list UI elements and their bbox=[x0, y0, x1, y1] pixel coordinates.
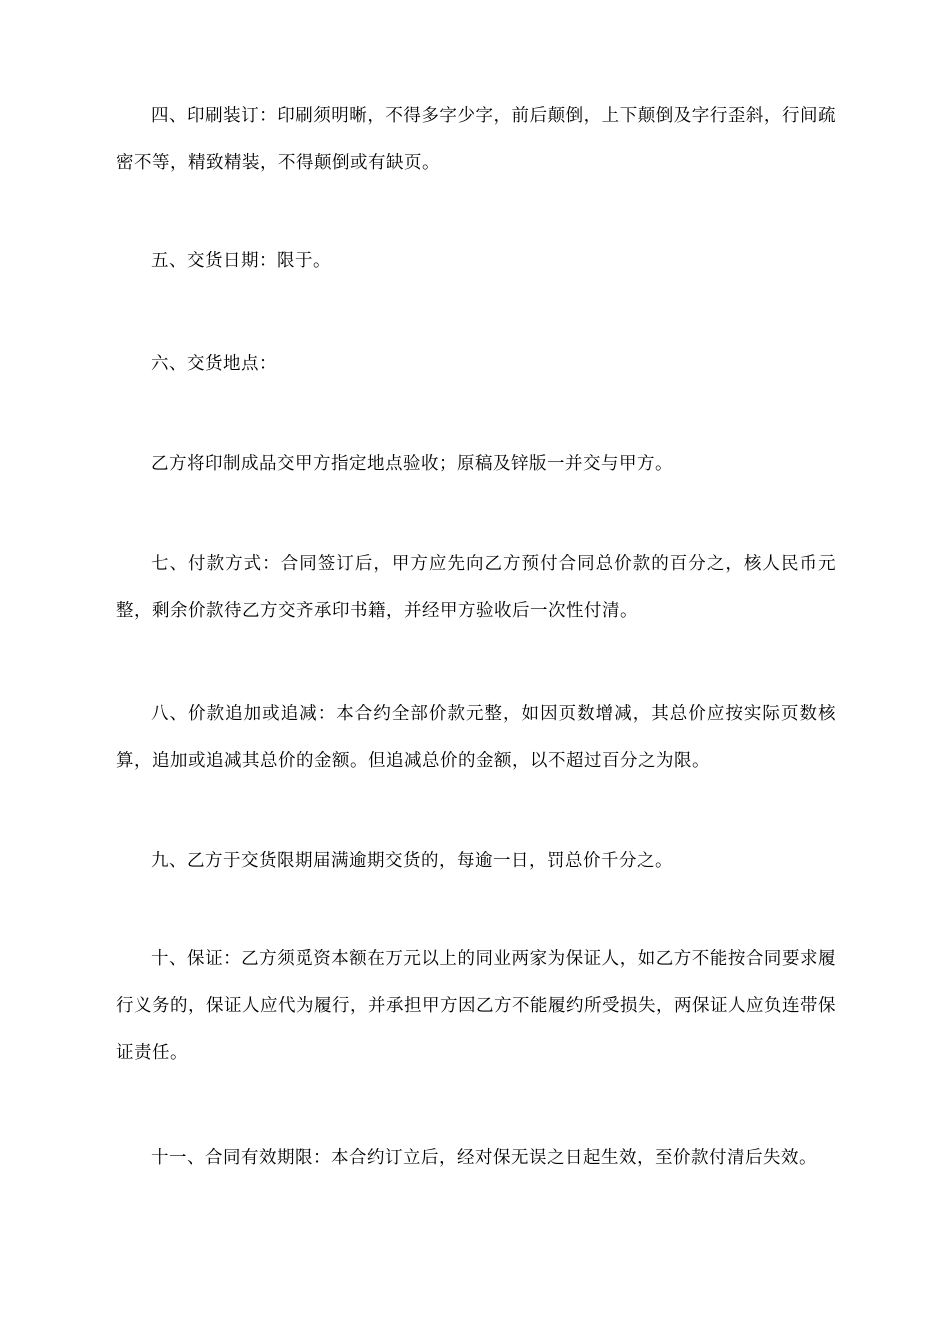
clause-9-late-penalty: 九、乙方于交货限期届满逾期交货的，每逾一日，罚总价千分之。 bbox=[151, 851, 673, 871]
clause-10-guarantee: 十、保证：乙方须觅资本额在万元以上的同业两家为保证人，如乙方不能按合同要求履行义务的，保证人应代为履行，并承担甲方因乙方不能履约所受损失，两保证人应负连带保证责任。 bbox=[116, 949, 836, 1063]
clause-6-delivery-detail: 乙方将印制成品交甲方指定地点验收；原稿及锌版一并交与甲方。 bbox=[151, 454, 673, 474]
clause-4-printing-binding: 四、印刷装订：印刷须明晰，不得多字少字，前后颠倒，上下颠倒及字行歪斜，行间疏密不等，精致精装，不得颠倒或有缺页。 bbox=[116, 106, 836, 173]
clause-6-delivery-location: 六、交货地点： bbox=[151, 354, 277, 374]
clause-11-validity-period: 十一、合同有效期限：本合约订立后，经对保无误之日起生效，至价款付清后失效。 bbox=[151, 1148, 817, 1168]
clause-8-price-adjustment: 八、价款追加或追减：本合约全部价款元整，如因页数增减，其总价应按实际页数核算，追加或追减其总价的金额。但追减总价的金额，以不超过百分之为限。 bbox=[116, 704, 836, 771]
clause-5-delivery-date: 五、交货日期：限于。 bbox=[151, 251, 331, 271]
clause-7-payment-method: 七、付款方式：合同签订后，甲方应先向乙方预付合同总价款的百分之，核人民币元整，剩余价款待乙方交齐承印书籍，并经甲方验收后一次性付清。 bbox=[116, 554, 836, 621]
